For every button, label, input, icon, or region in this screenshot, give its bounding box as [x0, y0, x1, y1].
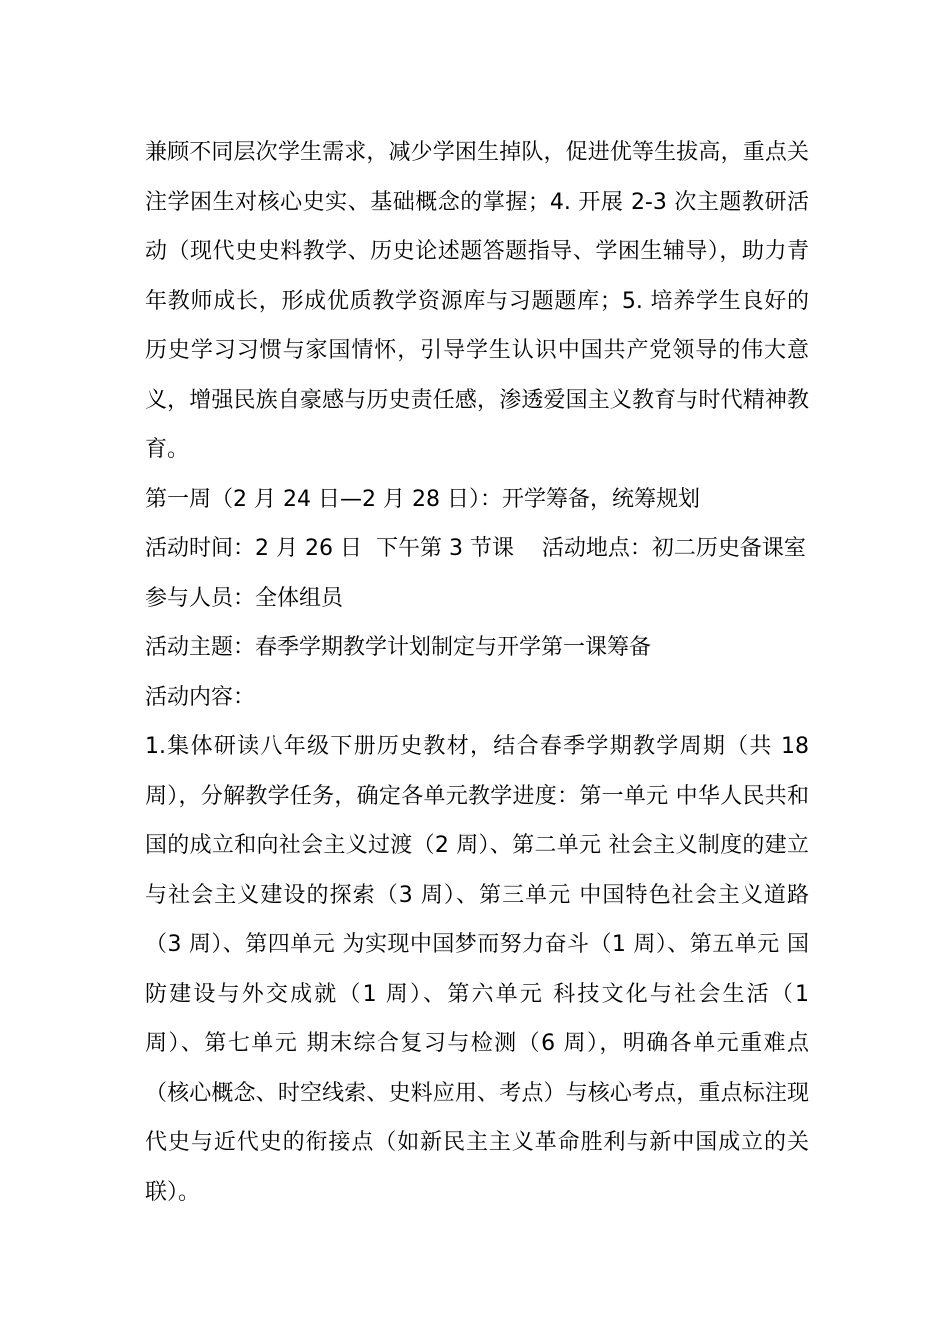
paragraph-activity-time-location: 活动时间：2 月 26 日 下午第 3 节课 活动地点：初二历史备课室	[145, 536, 806, 561]
paragraph-activity-content-label: 活动内容：	[145, 684, 256, 710]
paragraph-week-one-heading: 第一周（2 月 24 日—2 月 28 日）：开学筹备，统筹规划	[145, 486, 700, 512]
document-body	[145, 128, 809, 1217]
paragraph-participants: 参与人员：全体组员	[145, 585, 344, 611]
paragraph-activity-theme: 活动主题：春季学期教学计划制定与开学第一课筹备	[145, 635, 652, 660]
paragraph-goals-continued: 兼顾不同层次学生需求，减少学困生掉队，促进优等生拔高，重点关注学困生对核心史实、基础概念的掌握；4. 开展 2-3 次主题教研活动（现代史史料教学、历史论述题答题指导、学困生辅导），助力青年教师成长，形成优质教学资源库与习题题库；5. 培养学生良好的历史学习习惯与家国情怀，引导学生认识中国共产党领导的伟大意义，增强民族自豪感与历史责任感，渗透爱国主义教育与时代精神教育。	[145, 140, 809, 462]
paragraph-activity-content-item-1: 1.集体研读八年级下册历史教材，结合春季学期教学周期（共 18 周），分解教学任务，确定各单元教学进度：第一单元 中华人民共和国的成立和向社会主义过渡（2 周）、第二单元 社会主义制度的建立与社会主义建设的探索（3 周）、第三单元 中国特色社会主义道路（3 周）、第四单元 为实现中国梦而努力奋斗（1 周）、第五单元 国防建设与外交成就（1 周）、第六单元 科技文化与社会生活（1 周）、第七单元 期末综合复习与检测（6 周），明确各单元重难点（核心概念、时空线索、史料应用、考点）与核心考点，重点标注现代史与近代史的衔接点（如新民主主义革命胜利与新中国成立的关联）。	[145, 734, 809, 1205]
